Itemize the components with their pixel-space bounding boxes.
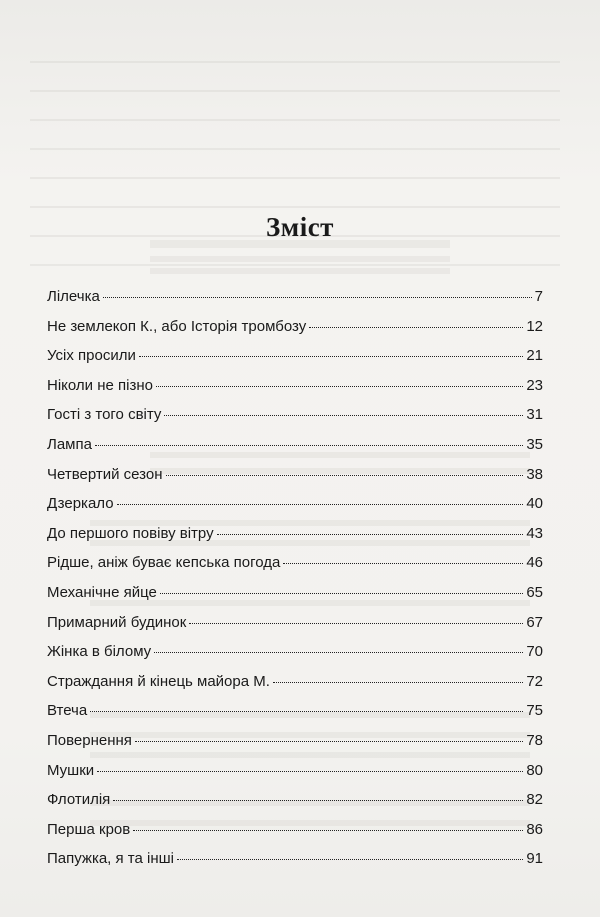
toc-entry-page: 35 [526,435,543,453]
toc-entry[interactable] [47,406,543,436]
toc-entry[interactable] [47,821,543,851]
toc-entry-title: Папужка, я та інші [47,850,175,868]
toc-entry[interactable] [47,554,543,584]
toc-entry-title: Флотилія [47,791,111,809]
dot-leader [309,327,523,328]
toc-entry-page: 65 [526,583,543,601]
dot-leader [113,800,523,801]
toc-entry-page: 78 [526,731,543,749]
dot-leader [166,475,524,476]
dot-leader [156,386,523,387]
dot-leader [139,356,523,357]
toc-entry-title: Мушки [47,761,95,779]
dot-leader [283,563,523,564]
toc-entry-page: 40 [526,495,543,513]
toc-entry-page: 82 [526,791,543,809]
toc-entry-title: Лампа [47,435,92,453]
dot-leader [189,623,523,624]
table-of-contents [47,288,543,880]
toc-entry-page: 38 [526,465,543,483]
toc-entry-page: 72 [526,672,543,690]
page-title: Зміст [266,212,334,242]
toc-entry[interactable] [47,732,543,762]
dot-leader [217,534,524,535]
toc-entry-page: 7 [534,288,543,305]
toc-entry-page: 31 [526,406,543,424]
toc-entry[interactable] [47,614,543,644]
toc-entry[interactable] [47,673,543,703]
toc-entry-page: 46 [526,554,543,572]
toc-entry-title: Ніколи не пізно [47,376,153,394]
toc-entry-title: Гості з того світу [47,406,162,424]
toc-entry-page: 75 [526,702,543,720]
dot-leader [177,859,523,860]
dot-leader [135,741,523,742]
toc-entry-title: Рідше, аніж буває кепська погода [47,554,281,572]
dot-leader [117,504,524,505]
toc-entry-page: 23 [526,376,543,394]
toc-entry-page: 86 [526,820,543,838]
dot-leader [95,445,523,446]
dot-leader [103,297,532,298]
toc-entry[interactable] [47,762,543,792]
dot-leader [160,593,523,594]
toc-entry-title: До першого повіву вітру [47,524,214,542]
toc-entry-page: 12 [526,317,543,335]
toc-entry-title: Лілечка [47,288,100,305]
toc-entry-title: Повернення [47,731,132,749]
toc-entry-title: Четвертий сезон [47,465,163,483]
toc-entry[interactable] [47,525,543,555]
dot-leader [273,682,523,683]
toc-entry[interactable] [47,584,543,614]
toc-entry-title: Перша кров [47,820,131,838]
toc-entry[interactable] [47,466,543,496]
toc-entry-title: Жінка в білому [47,643,152,661]
toc-entry-title: Усіх просили [47,347,136,365]
toc-entry-page: 67 [526,613,543,631]
toc-entry[interactable] [47,702,543,732]
toc-entry[interactable] [47,436,543,466]
toc-entry[interactable] [47,791,543,821]
toc-entry-title: Не землекоп К., або Історія тромбозу [47,317,307,335]
dot-leader [133,830,523,831]
toc-entry[interactable] [47,850,543,880]
toc-entry-page: 80 [526,761,543,779]
toc-entry-title: Примарний будинок [47,613,187,631]
toc-entry[interactable] [47,495,543,525]
toc-entry-title: Дзеркало [47,495,114,513]
toc-entry[interactable] [47,377,543,407]
toc-entry[interactable] [47,318,543,348]
dot-leader [154,652,523,653]
toc-entry[interactable] [47,347,543,377]
toc-entry-title: Страждання й кінець майора М. [47,672,270,690]
dot-leader [164,415,523,416]
toc-entry-title: Втеча [47,702,88,720]
toc-entry[interactable] [47,643,543,673]
toc-entry-page: 91 [526,850,543,868]
dot-leader [97,771,523,772]
dot-leader [90,711,523,712]
toc-entry[interactable] [47,288,543,318]
toc-entry-page: 21 [526,347,543,365]
toc-entry-page: 43 [526,524,543,542]
toc-entry-page: 70 [526,643,543,661]
toc-entry-title: Механічне яйце [47,583,157,601]
